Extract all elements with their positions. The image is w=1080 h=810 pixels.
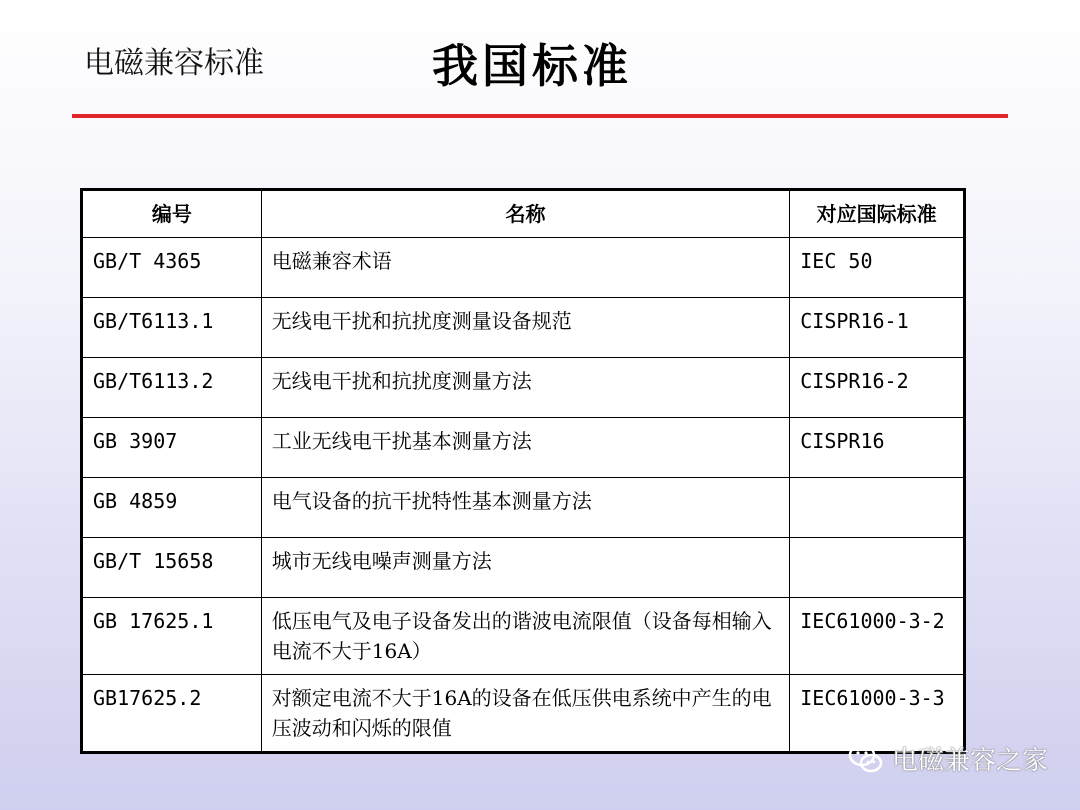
table-row [82, 675, 965, 753]
cell-code: GB/T 15658 [82, 538, 262, 598]
cell-intl: CISPR16 [790, 418, 965, 478]
cell-intl: IEC61000-3-2 [790, 598, 965, 675]
table-header-row [82, 190, 965, 238]
table-row [82, 478, 965, 538]
cell-code: GB 4859 [82, 478, 262, 538]
table-row [82, 418, 965, 478]
title-divider [72, 114, 1008, 118]
cell-code: GB 3907 [82, 418, 262, 478]
cell-name: 低压电气及电子设备发出的谐波电流限值（设备每相输入电流不大于16A） [261, 598, 789, 675]
table-row [82, 238, 965, 298]
cell-intl: CISPR16-2 [790, 358, 965, 418]
cell-intl [790, 538, 965, 598]
cell-name: 对额定电流不大于16A的设备在低压供电系统中产生的电压波动和闪烁的限值 [261, 675, 789, 753]
cell-code: GB 17625.1 [82, 598, 262, 675]
column-header-code: 编号 [82, 190, 262, 238]
watermark [848, 740, 1048, 777]
cell-code: GB17625.2 [82, 675, 262, 753]
cell-intl: CISPR16-1 [790, 298, 965, 358]
cell-name: 城市无线电噪声测量方法 [261, 538, 789, 598]
table-row [82, 298, 965, 358]
cell-code: GB/T6113.2 [82, 358, 262, 418]
cell-code: GB/T 4365 [82, 238, 262, 298]
watermark-text: 电磁兼容之家 [891, 746, 1048, 776]
cell-intl: IEC61000-3-3 [790, 675, 965, 753]
table-row [82, 538, 965, 598]
cell-name: 无线电干扰和抗扰度测量设备规范 [261, 298, 789, 358]
cell-name: 电磁兼容术语 [261, 238, 789, 298]
slide-title: 我国标准 [432, 39, 632, 93]
cell-intl: IEC 50 [790, 238, 965, 298]
cell-intl [790, 478, 965, 538]
wechat-icon [848, 741, 884, 777]
table-row [82, 358, 965, 418]
column-header-name: 名称 [261, 190, 789, 238]
column-header-intl: 对应国际标准 [790, 190, 965, 238]
cell-code: GB/T6113.1 [82, 298, 262, 358]
section-title: 电磁兼容标准 [84, 46, 264, 81]
cell-name: 无线电干扰和抗扰度测量方法 [261, 358, 789, 418]
cell-name: 电气设备的抗干扰特性基本测量方法 [261, 478, 789, 538]
cell-name: 工业无线电干扰基本测量方法 [261, 418, 789, 478]
table-row [82, 598, 965, 675]
standards-table [80, 188, 966, 754]
